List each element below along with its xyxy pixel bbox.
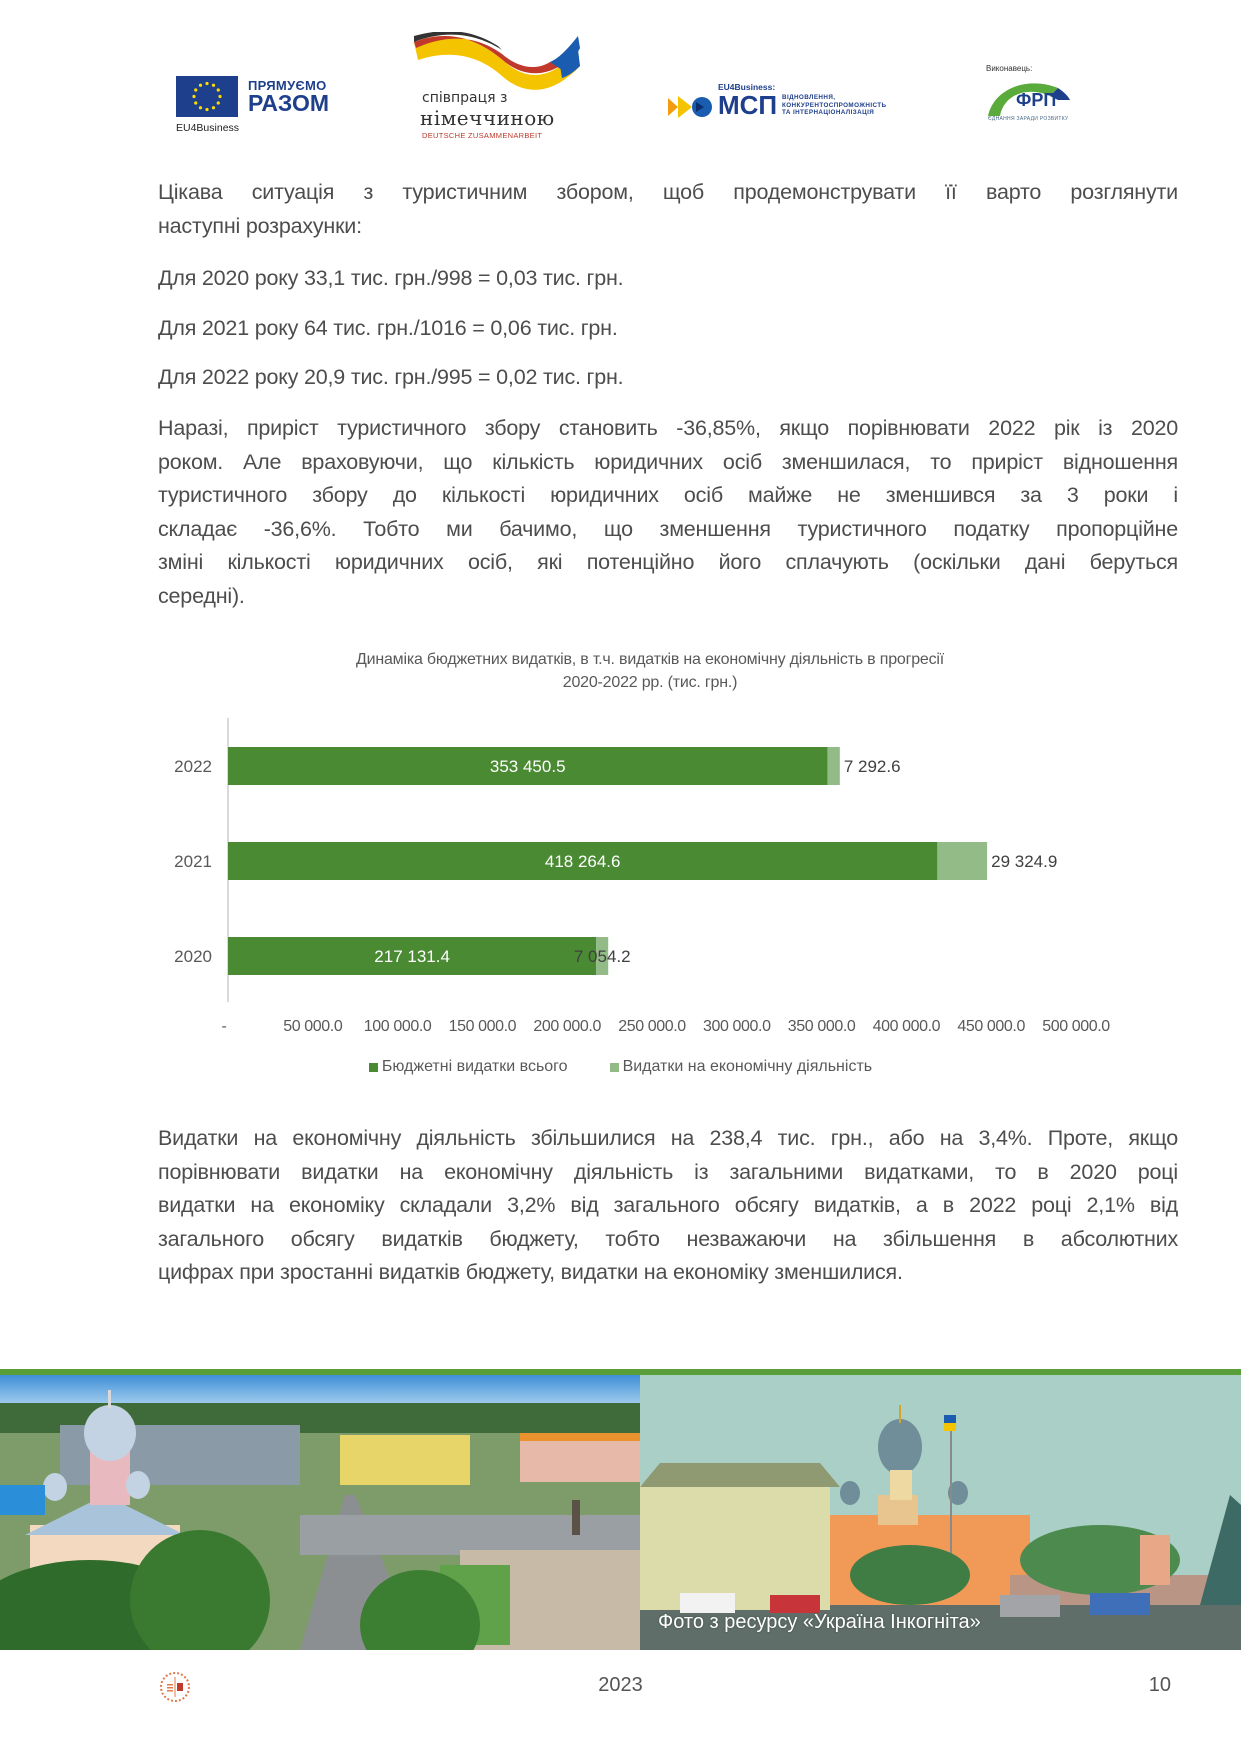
eu-star <box>212 106 215 109</box>
text-line: середні). <box>158 583 245 608</box>
text-line: Видатки на економічну діяльність збільшилися на 238,4 тис. грн., або на 3,4%. Проте, якщо <box>158 1126 1178 1150</box>
eu-star <box>217 88 220 91</box>
legend-item-total <box>369 1058 568 1076</box>
eu-star <box>199 106 202 109</box>
bar-economic-expenditure <box>827 747 839 785</box>
legend-swatch-economic <box>610 1063 619 1072</box>
text-line: видатки на економіку складали 3,2% від загального обсягу видатків, а в 2022 році 2,1% від <box>158 1193 1178 1217</box>
intro-paragraph <box>158 176 1178 243</box>
msp-logo-desc <box>782 94 886 117</box>
photo-credit: Фото з ресурсу «Україна Інкогніта» <box>658 1611 981 1633</box>
footer-year: 2023 <box>598 1674 643 1696</box>
data-label-economic: 7 054.2 <box>573 947 631 966</box>
text-line: зміні кількості юридичних осіб, які потенційно його сплачують (оскільки дані беруться <box>158 550 1178 574</box>
legend-label-economic: Видатки на економічну діяльність <box>622 1058 873 1075</box>
calc-2020: Для 2020 року 33,1 тис. грн./998 = 0,03 тис. грн. <box>158 266 624 290</box>
text-line: роком. Але враховуючи, що кількість юридичних осіб зменшилася, то приріст відношення <box>158 449 1178 474</box>
category-label: 2021 <box>174 852 212 871</box>
eu-star <box>205 108 208 111</box>
eu4business-msp-logo <box>668 82 898 122</box>
german-logo-sub: DEUTSCHE ZUSAMMENARBEIT <box>422 131 543 140</box>
eu-logo-line1: ПРЯМУЄМО <box>248 78 327 93</box>
eu-star <box>194 88 197 91</box>
x-tick-label: 500 000.0 <box>1042 1018 1110 1035</box>
budget-expenditure-bar-chart <box>0 700 1241 1040</box>
text-line: загального обсягу видатків бюджету, тобто незважаючи на збільшення в абсолютних <box>158 1226 1178 1251</box>
frp-executor-label: Виконавець: <box>986 64 1033 73</box>
msp-logo-big: МСП <box>718 90 778 120</box>
eu-star <box>199 84 202 87</box>
text-line: порівнювати видатки на економічну діяльність із загальними видатками, то в 2020 році <box>158 1159 1178 1184</box>
eu-star <box>218 95 221 98</box>
data-label-total: 418 264.6 <box>544 852 621 871</box>
data-label-economic: 29 324.9 <box>991 852 1058 871</box>
chart-title-line: Динаміка бюджетних видатків, в т.ч. видатків на економічну діяльність в прогресії <box>355 651 945 668</box>
church-square-photo-image <box>640 1375 1241 1650</box>
text-line: наступні розрахунки: <box>158 213 362 238</box>
msp-arrows-icon <box>668 94 714 120</box>
eu-logo-sub: EU4Business <box>176 122 240 134</box>
x-tick-label: 400 000.0 <box>872 1018 941 1035</box>
x-tick-label: 200 000.0 <box>533 1018 601 1035</box>
town-square-photo <box>0 1375 640 1650</box>
eu-flag-icon <box>176 76 238 117</box>
x-tick-label: 100 000.0 <box>363 1018 432 1035</box>
church-photo <box>640 1375 1241 1650</box>
data-label-total: 353 450.5 <box>489 757 566 776</box>
eu4business-logo <box>176 76 341 134</box>
x-tick-label: 250 000.0 <box>618 1018 686 1035</box>
chart-title <box>200 648 1100 694</box>
x-tick-label: - <box>221 1018 227 1035</box>
msp-desc-line: ТА ІНТЕРНАЦІОНАЛІЗАЦІЯ <box>782 109 875 116</box>
x-tick-label: 350 000.0 <box>787 1018 856 1035</box>
frp-logo-name: ФРП <box>1016 90 1057 110</box>
flag-ribbon-icon <box>410 32 586 92</box>
chart-title-line: 2020-2022 рр. (тис. грн.) <box>562 674 738 691</box>
german-logo-line2: німеччиною <box>420 106 555 130</box>
x-tick-label: 450 000.0 <box>957 1018 1025 1035</box>
bar-economic-expenditure <box>937 842 987 880</box>
german-logo-line1: співпраця з <box>422 90 508 106</box>
legend-item-economic <box>610 1058 873 1076</box>
text-line: туристичного збору до кількості юридичних осіб майже не зменшився за 3 роки і <box>158 483 1178 507</box>
aerial-town-photo-image <box>0 1375 640 1650</box>
spending-paragraph <box>158 1122 1178 1290</box>
frp-logo-sub: ЄДНАННЯ ЗАРАДИ РОЗВИТКУ <box>988 116 1069 122</box>
legend-swatch-total <box>369 1063 378 1072</box>
eu-logo-line2: РАЗОМ <box>248 90 330 116</box>
growth-paragraph <box>158 412 1178 613</box>
legend-label-total: Бюджетні видатки всього <box>381 1058 568 1075</box>
msp-desc-line: КОНКУРЕНТОСПРОМОЖНІСТЬ <box>782 101 887 109</box>
eu-star <box>212 84 215 87</box>
german-cooperation-logo <box>410 32 586 140</box>
eu-star <box>194 101 197 104</box>
data-label-economic: 7 292.6 <box>843 757 901 776</box>
eu-star <box>192 95 195 98</box>
chart-legend <box>0 1058 1241 1076</box>
eu-star <box>205 82 208 85</box>
category-label: 2020 <box>174 947 212 966</box>
text-line: Наразі, приріст туристичного збору становить -36,85%, якщо порівнювати 2022 рік із 2020 <box>158 416 1178 440</box>
calc-2022: Для 2022 року 20,9 тис. грн./995 = 0,02 тис. грн. <box>158 365 624 389</box>
page-number: 10 <box>1148 1674 1171 1696</box>
x-tick-label: 300 000.0 <box>703 1018 771 1035</box>
frp-logo <box>984 64 1084 126</box>
calc-2021: Для 2021 року 64 тис. грн./1016 = 0,06 тис. грн. <box>158 316 618 340</box>
category-label: 2022 <box>174 757 212 776</box>
text-line: цифрах при зростанні видатків бюджету, видатки на економіку зменшилися. <box>158 1260 903 1284</box>
msp-desc-line: ВІДНОВЛЕННЯ, <box>782 94 836 101</box>
msp-logo-top: EU4Business: <box>718 82 776 92</box>
x-tick-label: 150 000.0 <box>448 1018 517 1035</box>
text-line: Цікава ситуація з туристичним збором, щоб продемонструвати її варто розглянути <box>158 180 1178 204</box>
data-label-total: 217 131.4 <box>374 947 450 966</box>
eu-star <box>217 101 220 104</box>
text-line: складає -36,6%. Тобто ми бачимо, що зменшення туристичного податку пропорційне <box>158 516 1178 541</box>
x-tick-label: 50 000.0 <box>283 1018 343 1035</box>
